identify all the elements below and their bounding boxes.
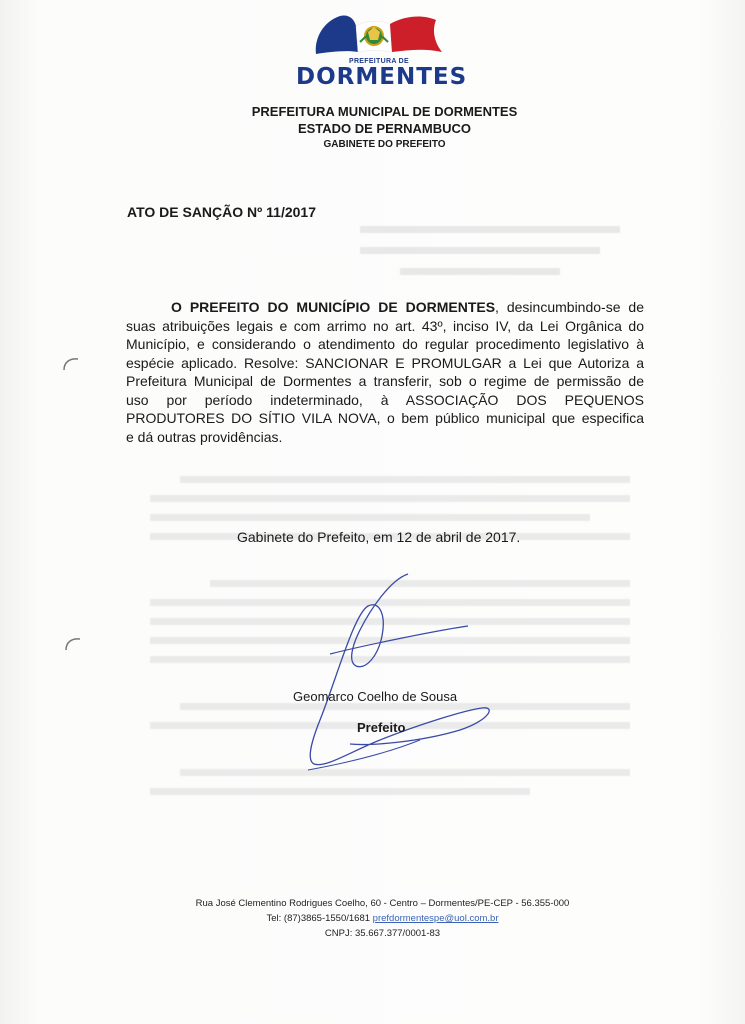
header-municipality: PREFEITURA MUNICIPAL DE DORMENTES — [251, 104, 518, 119]
flag-emblem-icon — [296, 12, 462, 62]
body-line: Prefeitura Municipal de Dormentes a transferir, sob o regime de permissão de — [126, 373, 644, 389]
body-line: e dá outras providências. — [126, 428, 283, 445]
punch-hole-icon — [60, 356, 82, 372]
header-state: ESTADO DE PERNAMBUCO — [297, 121, 472, 136]
bleed-through-block — [360, 222, 620, 292]
body-line: Município, e considerando o atendimento do regular procedimento legislativo à — [126, 336, 644, 352]
footer-address: Rua José Clementino Rodrigues Coelho, 60 - Centro – Dormentes/PE-CEP - 56.355-000 — [195, 898, 570, 909]
body-line — [126, 298, 644, 317]
date-line: Gabinete do Prefeito, em 12 de abril de 2017. — [237, 529, 521, 545]
logo-subtitle: PREFEITURA DE — [348, 58, 410, 65]
body-line: suas atribuições legais e com arrimo no art. 43º, inciso IV, da Lei Orgânica do — [126, 317, 644, 334]
body-line: uso por período indeterminado, à ASSOCIAÇÃO DOS PEQUENOS — [126, 391, 644, 408]
footer-contact — [10, 913, 745, 924]
act-title: ATO DE SANÇÃO Nº 11/2017 — [127, 204, 316, 220]
body-paragraph — [126, 298, 644, 446]
signer-name: Geomarco Coelho de Sousa — [293, 689, 458, 704]
footer-cnpj: CNPJ: 35.667.377/0001-83 — [324, 928, 441, 939]
footer-phone: Tel: (87)3865-1550/1681 — [266, 913, 371, 924]
logo-title: DORMENTES — [296, 64, 468, 90]
punch-hole-icon — [62, 636, 84, 652]
footer-email-link[interactable]: prefdormentespe@uol.com.br — [372, 913, 499, 924]
handwritten-signature — [290, 570, 500, 780]
body-line: PRODUTORES DO SÍTIO VILA NOVA, o bem público municipal que especifica — [126, 410, 644, 426]
header-office: GABINETE DO PREFEITO — [323, 139, 446, 150]
prefeitura-logo — [296, 12, 468, 98]
body-bold-lead: O PREFEITO DO MUNICÍPIO DE DORMENTES — [171, 299, 496, 315]
body-line1-rest: , desincumbindo-se de — [495, 299, 644, 315]
body-line: espécie aplicado. Resolve: SANCIONAR E PROMULGAR a Lei que Autoriza a — [126, 354, 644, 371]
signer-role: Prefeito — [357, 720, 406, 735]
